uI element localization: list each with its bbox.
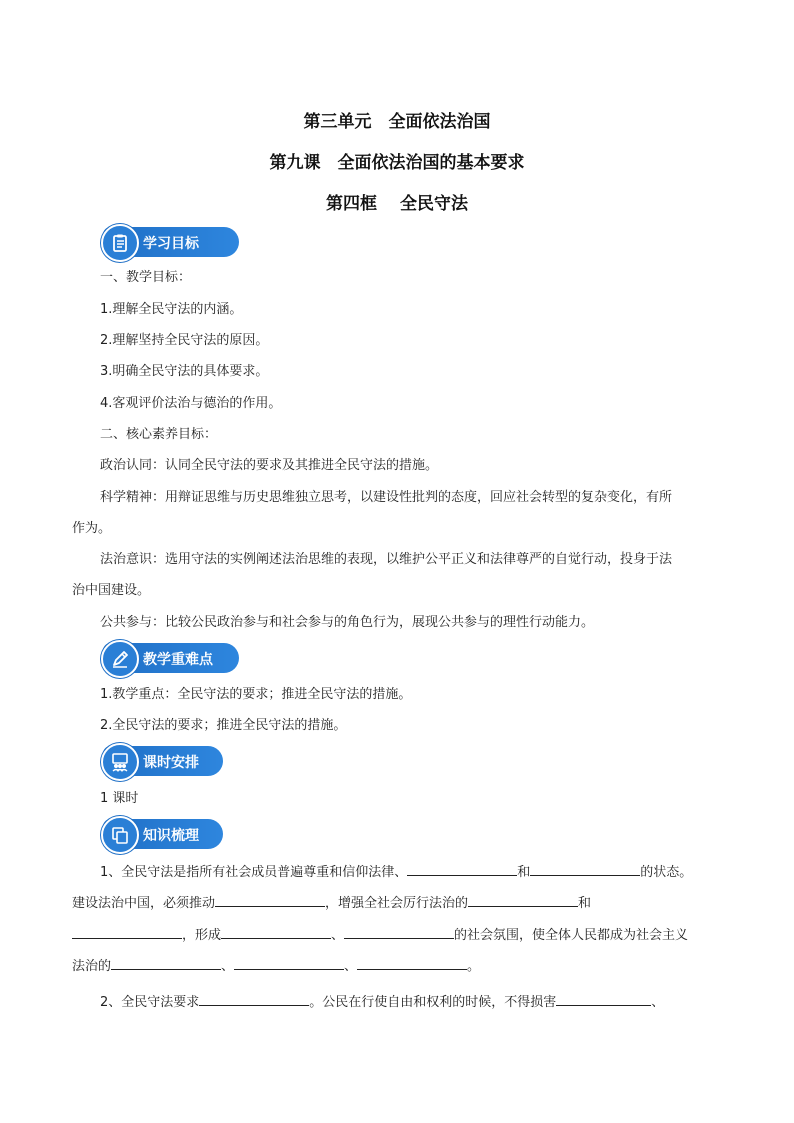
answer-blank[interactable] [530,862,640,876]
answer-blank[interactable] [344,925,454,939]
answer-blank[interactable] [234,956,344,970]
answer-blank[interactable] [72,925,182,939]
copy-icon [101,816,139,854]
clipboard-icon [101,224,139,262]
section-keypoints-badge [103,643,239,673]
question-1-line-3: ，形成 、 的社会氛围，使全体人民都成为社会主义 [72,925,688,945]
objective-item: 4.客观评价法治与德治的作用。 [100,396,282,411]
unit-title: 第三单元 全面依法治国 [303,112,491,132]
teacher-board-icon [101,743,139,781]
answer-blank[interactable] [111,956,221,970]
political-identity-text: 政治认同：认同全民守法的要求及其推进全民守法的措施。 [100,458,439,473]
answer-blank[interactable] [215,893,325,907]
section-keypoints-label: 教学重难点 [143,652,213,668]
lesson-title: 第九课 全面依法治国的基本要求 [269,153,525,173]
teaching-objectives-header: 一、教学目标： [100,270,192,285]
objective-item: 2.理解坚持全民守法的原因。 [100,333,269,348]
public-participation-text: 公共参与：比较公民政治参与和社会参与的角色行为，展现公共参与的理性行动能力。 [100,615,595,630]
answer-blank[interactable] [407,862,517,876]
question-1-line-4: 法治的 、 、 。 [72,956,480,976]
question-1-line-2: 建设法治中国，必须推动 ，增强全社会厉行法治的 和 [72,893,591,913]
key-point-item: 2.全民守法的要求；推进全民守法的措施。 [100,718,347,733]
frame-title: 第四框 全民守法 [326,194,468,214]
answer-blank[interactable] [357,956,467,970]
scientific-spirit-text: 科学精神：用辩证思维与历史思维独立思考，以建设性批判的态度，回应社会转型的复杂变化，有所 [100,490,673,505]
section-schedule-badge [103,746,223,776]
scientific-spirit-text-cont: 作为。 [72,521,112,536]
section-schedule-label: 课时安排 [143,755,199,771]
section-knowledge-badge [103,819,223,849]
schedule-text: 1 课时 [100,791,139,806]
question-2-line-1: 2、全民守法要求 。公民在行使自由和权利的时候，不得损害 、 [100,992,664,1012]
objective-item: 1.理解全民守法的内涵。 [100,302,243,317]
answer-blank[interactable] [556,992,651,1006]
answer-blank[interactable] [221,925,331,939]
section-objectives-badge [103,227,239,257]
key-point-item: 1.教学重点：全民守法的要求；推进全民守法的措施。 [100,687,412,702]
section-knowledge-label: 知识梳理 [143,828,199,844]
literacy-objectives-header: 二、核心素养目标： [100,427,218,442]
legal-awareness-text: 法治意识：选用守法的实例阐述法治思维的表现，以维护公平正义和法律尊严的自觉行动，投身于法 [100,552,673,567]
legal-awareness-text-cont: 治中国建设。 [72,583,151,598]
answer-blank[interactable] [199,992,309,1006]
pencil-icon [101,640,139,678]
answer-blank[interactable] [468,893,578,907]
section-objectives-label: 学习目标 [143,236,199,252]
objective-item: 3.明确全民守法的具体要求。 [100,364,269,379]
question-1-line-1: 1、全民守法是指所有社会成员普遍尊重和信仰法律、 和 的状态。 [100,862,692,882]
